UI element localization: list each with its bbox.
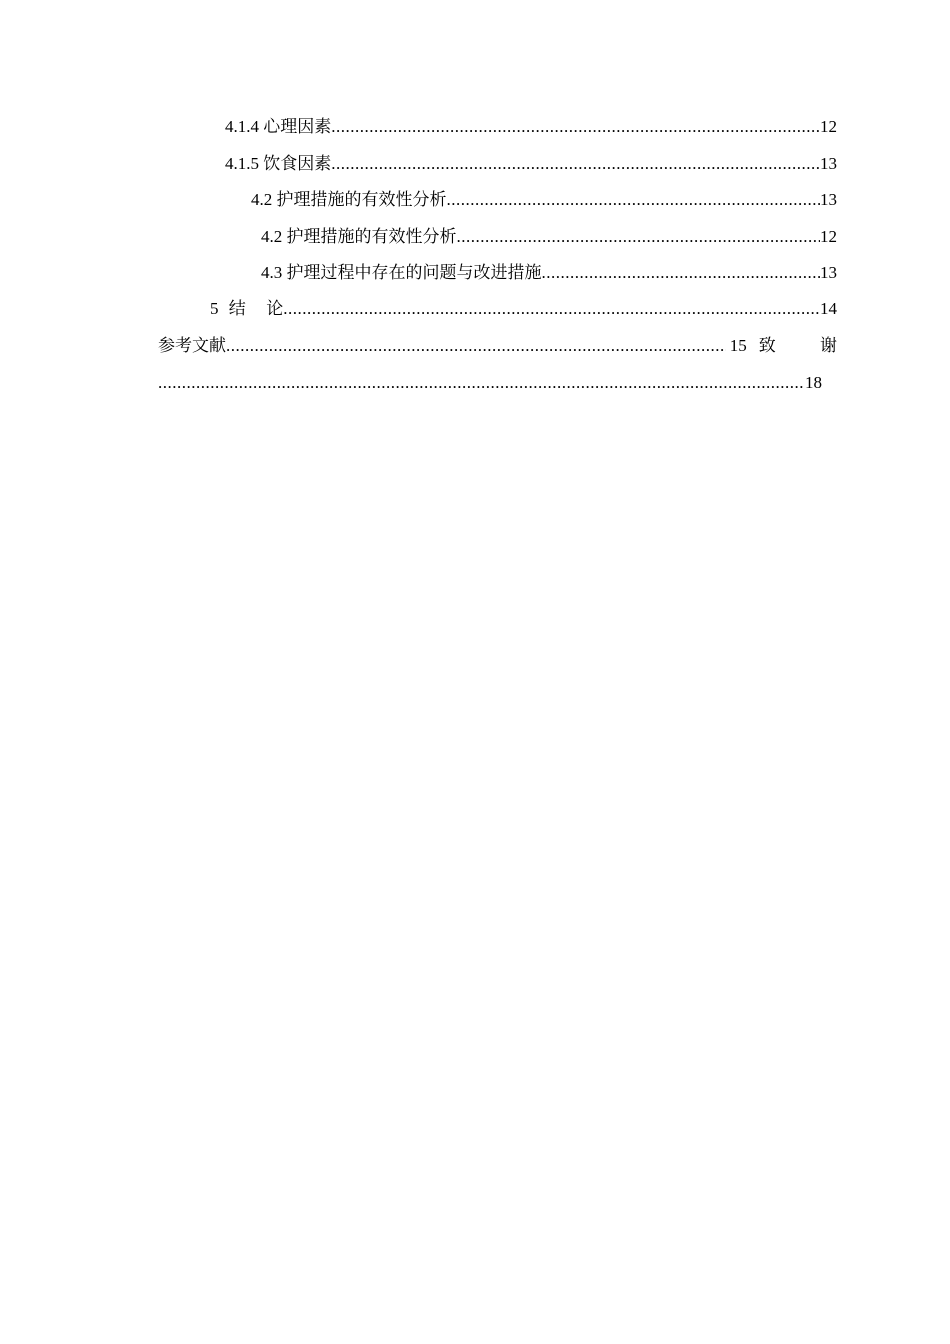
- toc-entry-conclusion[interactable]: [210, 297, 837, 321]
- toc-entry-acknowledgements-label[interactable]: 致 谢: [758, 336, 857, 355]
- toc-page-number: 18: [805, 373, 822, 392]
- toc-entry-label: 4.1.5 饮食因素: [225, 154, 332, 173]
- toc-page-number: 13: [820, 154, 837, 173]
- toc-page-number: 12: [820, 227, 837, 246]
- toc-dot-leader: [457, 225, 821, 249]
- toc-entry-label: 4.3 护理过程中存在的问题与改进措施: [261, 263, 542, 282]
- toc-dot-leader: [226, 334, 726, 358]
- toc-dot-leader: [447, 188, 821, 212]
- toc-page-number: 15: [729, 336, 747, 355]
- toc-entry-references[interactable]: [158, 334, 857, 358]
- toc-dot-leader: [542, 261, 821, 285]
- toc-page-number: 13: [820, 190, 837, 209]
- toc-dot-leader: [331, 152, 820, 176]
- toc-page-number: 14: [820, 299, 837, 318]
- toc-entry-label: 5 结 论: [210, 299, 284, 318]
- toc-entry-4-2-b[interactable]: [261, 225, 837, 249]
- toc-entry-4-1-5[interactable]: [225, 152, 837, 176]
- toc-entry-label: 参考文献: [158, 336, 226, 355]
- toc-dot-leader: [283, 297, 820, 321]
- toc-entry-label: 4.2 护理措施的有效性分析: [261, 227, 457, 246]
- toc-page-number: 13: [820, 263, 837, 282]
- toc-entry-label: 4.2 护理措施的有效性分析: [251, 190, 447, 209]
- toc-entry-label: 4.1.4 心理因素: [225, 117, 332, 136]
- toc-entry-4-3[interactable]: [261, 261, 837, 285]
- toc-page-number: 12: [820, 117, 837, 136]
- toc-entry-4-2-a[interactable]: [251, 188, 837, 212]
- toc-dot-leader: [158, 371, 805, 395]
- toc-dot-leader: [331, 115, 820, 139]
- toc-entry-4-1-4[interactable]: [225, 115, 837, 139]
- toc-entry-acknowledgements[interactable]: [158, 371, 822, 395]
